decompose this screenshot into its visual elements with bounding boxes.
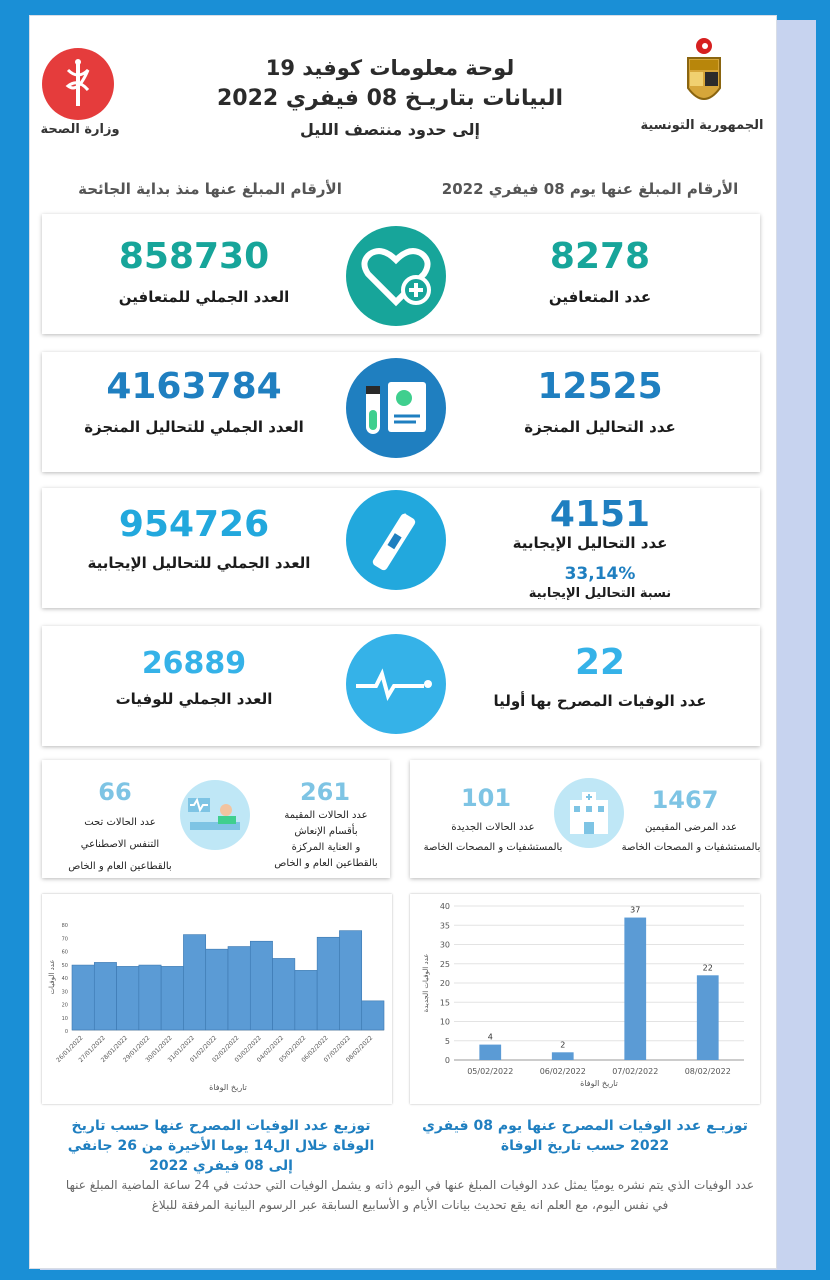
y-tick-label: 0 xyxy=(64,1029,68,1035)
positive-today-value: 4151 xyxy=(549,494,651,535)
new-cases-value: 101 xyxy=(460,784,512,812)
data-label: 2 xyxy=(560,1040,566,1050)
icu-value: 261 xyxy=(299,778,351,806)
icu-bed-icon xyxy=(180,780,250,850)
x-tick-label: 01/02/2022 xyxy=(188,1034,219,1064)
bar xyxy=(697,975,719,1060)
x-tick-label: 04/02/2022 xyxy=(255,1034,286,1064)
republic-name: الجمهورية التونسية xyxy=(640,118,764,133)
bar xyxy=(206,949,228,1030)
today-column-heading: الأرقام المبلغ عنها يوم 08 فيفري 2022 xyxy=(441,180,739,198)
y-tick-label: 15 xyxy=(439,998,450,1008)
ministry-name: وزارة الصحة xyxy=(40,122,120,137)
y-tick-label: 10 xyxy=(439,1017,450,1027)
y-tick-label: 40 xyxy=(61,976,68,982)
hospitalized-value: 1467 xyxy=(651,786,719,814)
bar xyxy=(552,1052,574,1060)
positive-today-label: عدد التحاليل الإيجابية xyxy=(512,534,668,552)
y-tick-label: 70 xyxy=(61,936,68,943)
positive-total-label: العدد الجملي للتحاليل الإيجابية xyxy=(87,554,311,572)
tests-today-value: 12525 xyxy=(537,366,663,407)
cumulative-column-heading: الأرقام المبلغ عنها منذ بداية الجائحة xyxy=(78,180,342,198)
chart-today-title: توزيـع عدد الوفيات المصرح عنها يوم 08 فيفري 2022 حسب تاريخ الوفاة xyxy=(422,1118,748,1154)
heartbeat-icon xyxy=(346,634,446,734)
page-title-line2: البيانات بتاريـخ 08 فيفري 2022 xyxy=(216,86,564,111)
recovered-today-value: 8278 xyxy=(549,236,651,277)
y-tick-label: 60 xyxy=(61,949,68,956)
heart-plus-icon xyxy=(346,226,446,326)
x-tick-label: 03/02/2022 xyxy=(233,1034,263,1064)
y-tick-label: 0 xyxy=(444,1056,450,1065)
tests-total-value: 4163784 xyxy=(106,366,282,407)
x-tick-label: 07/02/2022 xyxy=(322,1034,352,1064)
bar xyxy=(228,947,250,1030)
bar xyxy=(94,962,116,1030)
y-tick-label: 35 xyxy=(439,921,450,931)
data-label: 37 xyxy=(630,905,641,915)
x-tick-label: 28/01/2022 xyxy=(99,1034,130,1064)
ministry-logo xyxy=(42,48,114,120)
rapid-test-icon xyxy=(346,490,446,590)
y-axis-label: عدد الوفيات xyxy=(48,959,56,995)
y-tick-label: 30 xyxy=(61,989,68,996)
bar xyxy=(183,935,205,1030)
bar xyxy=(317,937,339,1030)
y-tick-label: 10 xyxy=(61,1015,68,1022)
x-tick-label: 05/02/2022 xyxy=(278,1034,308,1064)
x-tick-label: 29/01/2022 xyxy=(122,1034,152,1064)
bar xyxy=(362,1001,384,1030)
bar xyxy=(161,966,183,1030)
deaths-today-label: عدد الوفيات المصرح بها أوليا xyxy=(493,692,707,710)
page-title-line1: لوحة معلومات كوفيد 19 xyxy=(265,56,515,80)
footer-note: عدد الوفيات الذي يتم نشره يوميًا يمثل عدد الوفيات المبلغ عنها في اليوم ذاته و يشمل الوفيات التي حدثت في 24 ساعة الماضية المبلغ عنها في نفس اليوم، مع العلم انه يقع تحديث بيانات الأيام و الأسابيع السابقة عبر الرسوم البيانية المرفقة للبلاغ xyxy=(65,1178,755,1212)
tests-today-label: عدد التحاليل المنجزة xyxy=(524,418,676,436)
bar xyxy=(117,966,139,1030)
y-tick-label: 50 xyxy=(61,962,68,969)
bar xyxy=(295,970,317,1030)
y-axis-label: عدد الوفيات الجديدة xyxy=(422,953,430,1013)
bar xyxy=(139,965,161,1030)
x-tick-label: 31/01/2022 xyxy=(166,1034,196,1064)
positive-rate-value: 33,14% xyxy=(564,564,636,584)
tests-total-label: العدد الجملي للتحاليل المنجزة xyxy=(84,418,304,436)
x-tick-label: 02/02/2022 xyxy=(211,1034,241,1064)
vent-label: عدد الحالات تحت التنفس الاصطناعي بالقطاعين العام و الخاص xyxy=(68,817,172,872)
x-tick-label: 08/02/2022 xyxy=(684,1067,731,1076)
deaths-total-label: العدد الجملي للوفيات xyxy=(115,690,273,708)
chart-today-deaths xyxy=(410,894,760,1104)
y-tick-label: 20 xyxy=(439,979,450,988)
positive-rate-label: نسبة التحاليل الإيجابية xyxy=(528,586,672,601)
bar xyxy=(250,941,272,1030)
positive-total-value: 954726 xyxy=(118,504,270,545)
recovered-total-label: العدد الجملي للمتعافين xyxy=(118,288,290,306)
y-tick-label: 20 xyxy=(61,1002,68,1009)
chart-14-days xyxy=(42,894,392,1104)
test-tube-icon xyxy=(346,358,446,458)
hospitalized-label: عدد المرضى المقيمين بالمستشفيات و المصحات الخاصة xyxy=(621,822,761,853)
y-tick-label: 5 xyxy=(444,1036,450,1046)
new-cases-label: عدد الحالات الجديدة بالمستشفيات و المصحات الخاصة xyxy=(423,822,563,853)
y-tick-label: 80 xyxy=(61,923,68,929)
bar xyxy=(72,965,94,1030)
x-tick-label: 27/01/2022 xyxy=(77,1034,107,1064)
data-label: 22 xyxy=(702,963,713,973)
bar xyxy=(339,931,361,1030)
data-label: 4 xyxy=(487,1032,493,1042)
chart-14-days-title: توزيع عدد الوفيات المصرح عنها حسب تاريخ الوفاة خلال ال14 يوما الأخيرة من 26 جانفي إلى 08 فيفري 2022 xyxy=(67,1118,375,1174)
icu-label: عدد الحالات المقيمة بأقسام الإنعاش و العناية المركزة بالقطاعين العام و الخاص xyxy=(274,810,378,869)
y-tick-label: 30 xyxy=(439,940,450,950)
x-axis-label: تاريخ الوفاة xyxy=(209,1083,247,1092)
x-tick-label: 06/02/2022 xyxy=(539,1067,586,1076)
vent-value: 66 xyxy=(98,778,132,806)
deaths-today-value: 22 xyxy=(574,642,626,683)
recovered-total-value: 858730 xyxy=(118,236,270,277)
bar xyxy=(273,958,295,1030)
page-title-line3: إلى حدود منتصف الليل xyxy=(300,120,480,139)
bar xyxy=(479,1045,501,1060)
recovered-today-label: عدد المتعافين xyxy=(548,288,652,306)
x-tick-label: 05/02/2022 xyxy=(467,1067,514,1076)
bar xyxy=(624,918,646,1060)
x-tick-label: 30/01/2022 xyxy=(144,1034,174,1064)
coat-of-arms-logo xyxy=(680,36,728,114)
x-tick-label: 06/02/2022 xyxy=(300,1034,330,1064)
x-tick-label: 26/01/2022 xyxy=(55,1034,85,1064)
y-tick-label: 40 xyxy=(439,902,450,911)
x-tick-label: 08/02/2022 xyxy=(344,1034,375,1064)
y-tick-label: 25 xyxy=(439,959,450,969)
x-tick-label: 07/02/2022 xyxy=(612,1067,659,1076)
deaths-total-value: 26889 xyxy=(141,646,247,681)
x-axis-label: تاريخ الوفاة xyxy=(580,1079,618,1088)
